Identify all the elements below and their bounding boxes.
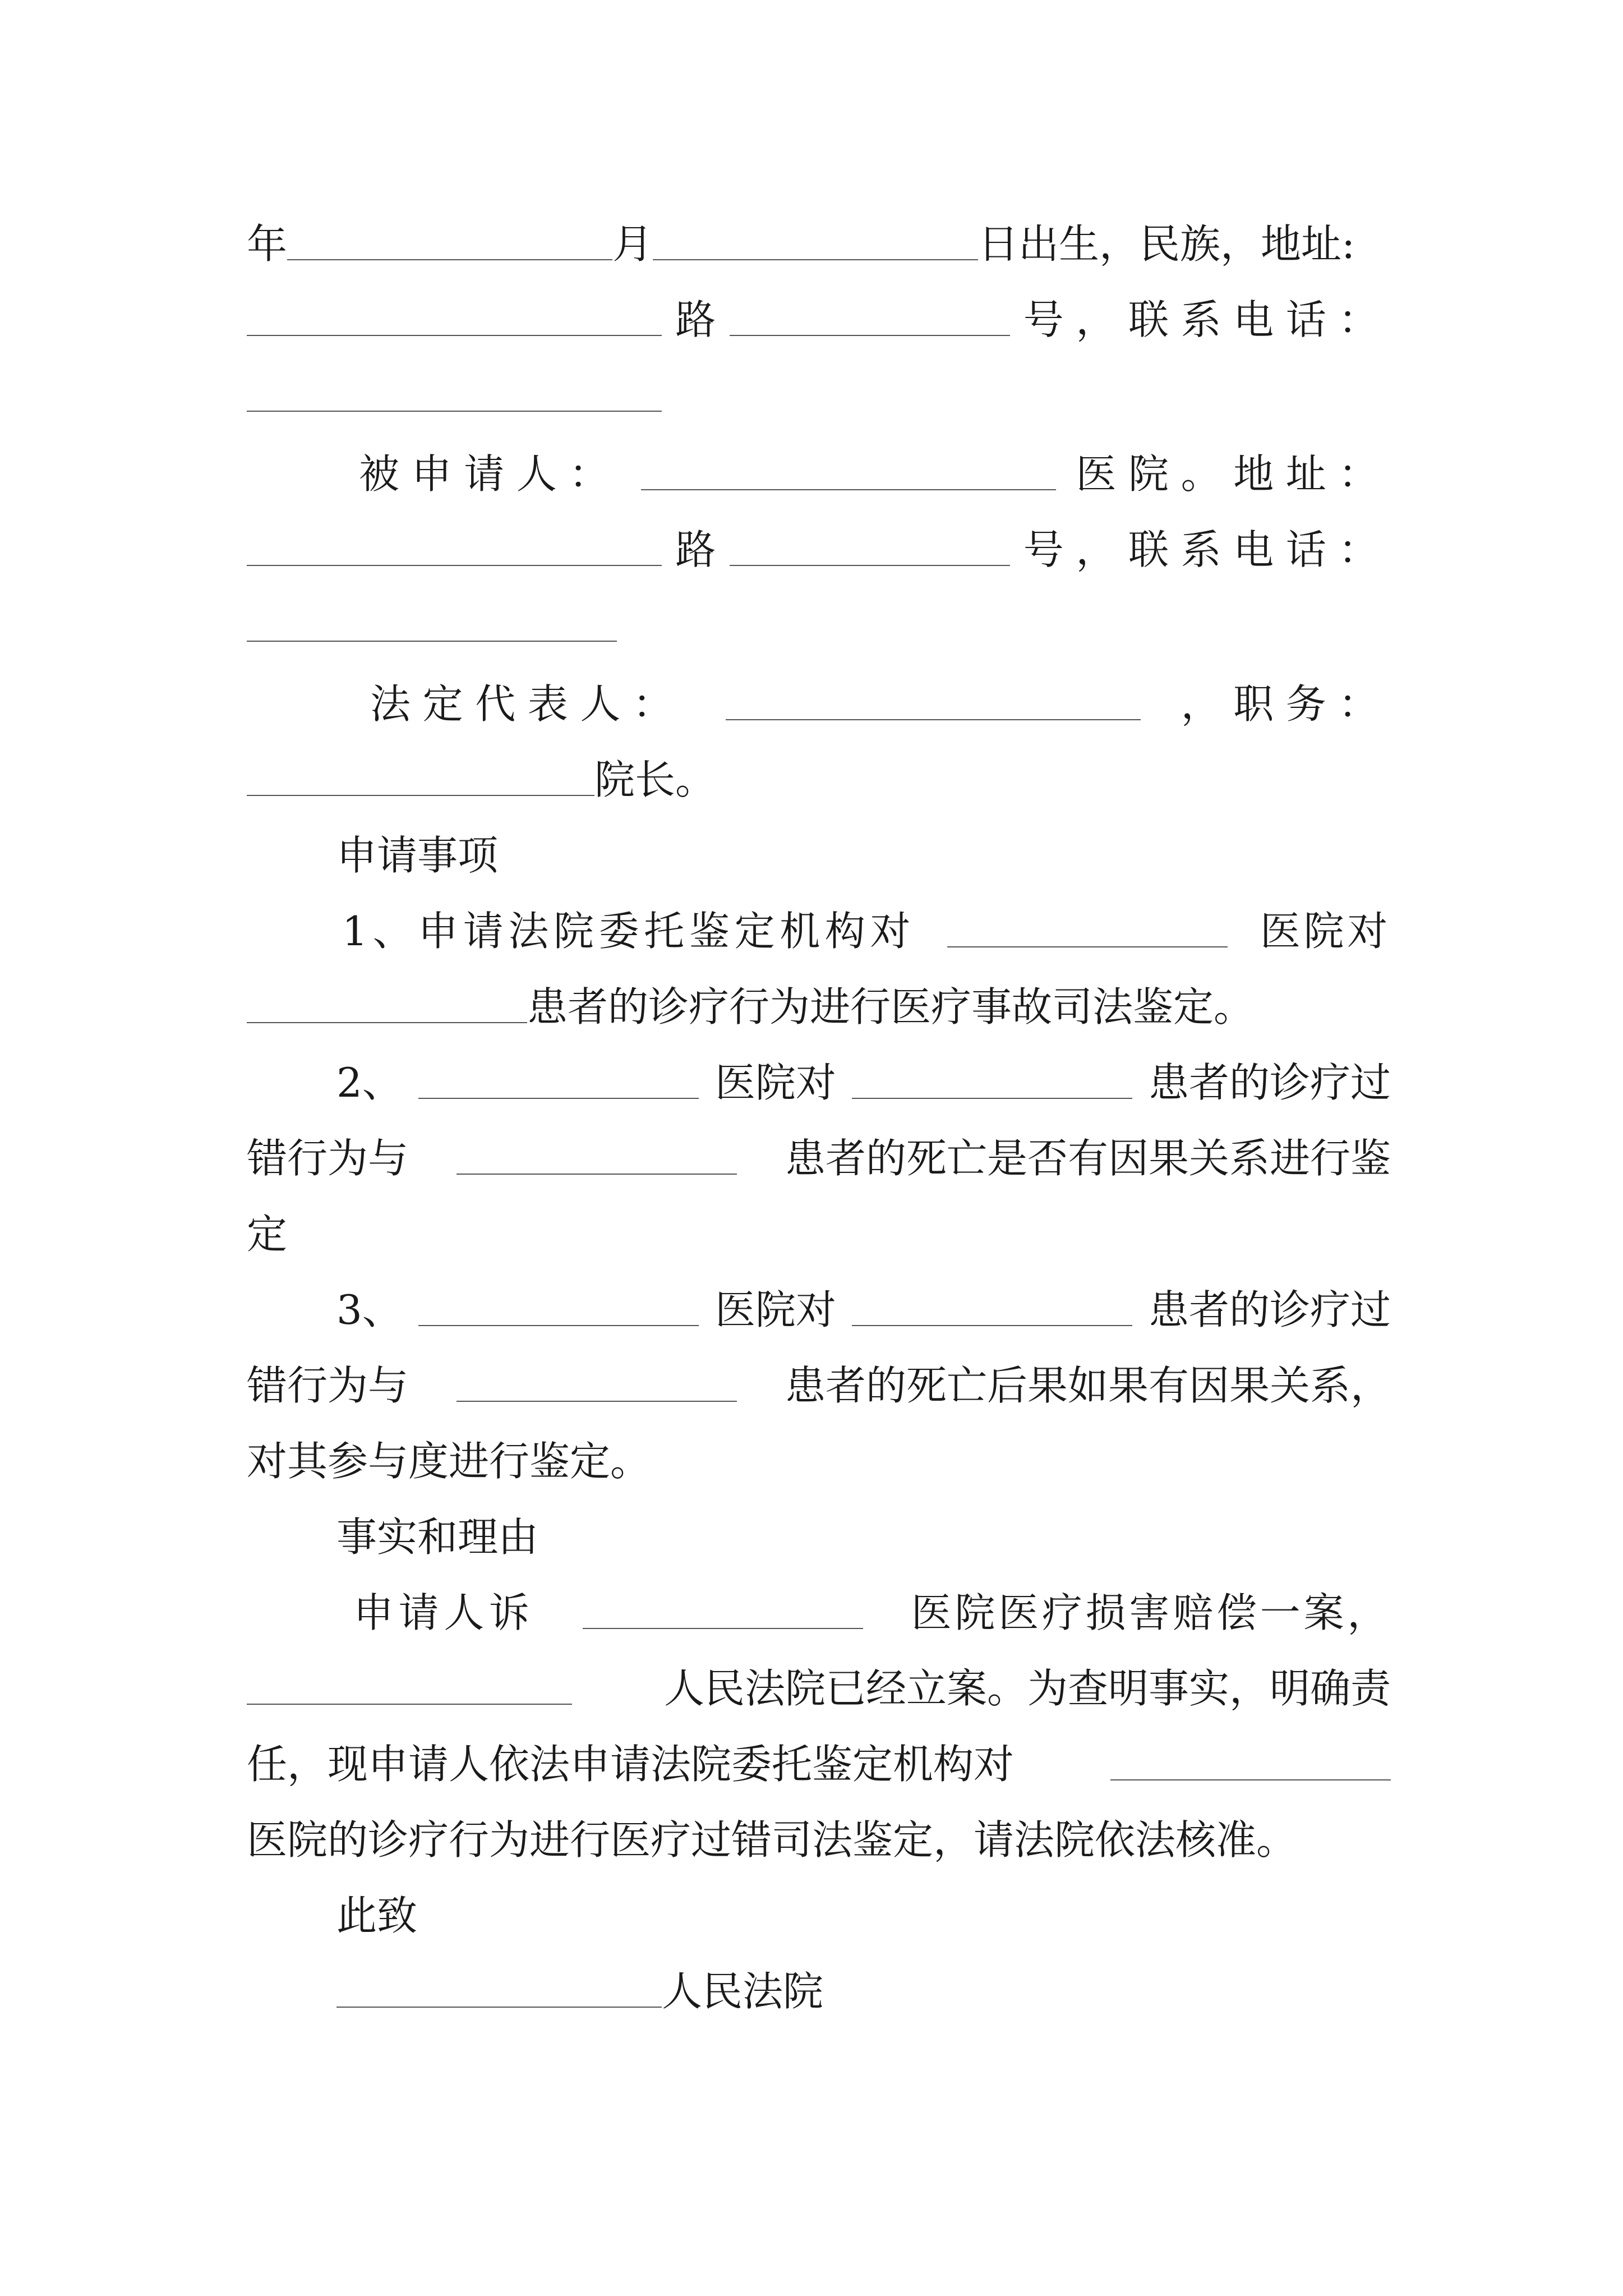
legal-representative-line xyxy=(370,673,1391,735)
text-item-2: 2、 xyxy=(336,1059,403,1106)
text-patient-diagnosis: 患者的诊疗过 xyxy=(1148,1059,1391,1106)
blank-month[interactable] xyxy=(653,259,978,260)
text-applicant-sues: 申请人诉 xyxy=(353,1589,534,1636)
text-participation: 对其参与度进行鉴定。 xyxy=(247,1438,651,1485)
blank-item-3-hospital[interactable] xyxy=(418,1325,699,1326)
text-respondent: 被申请人： xyxy=(359,450,622,498)
item-3-line xyxy=(336,1279,1391,1341)
salutation-line xyxy=(336,1885,1481,1947)
text-number-phone: 号，联系电话： xyxy=(1023,296,1391,343)
item-3-end-line xyxy=(247,1430,1391,1492)
facts-line-3 xyxy=(247,1733,1391,1795)
text-request-approval: 医院的诊疗行为进行医疗过错司法鉴定，请法院依法核准。 xyxy=(247,1816,1297,1864)
text-position: ，职务： xyxy=(1181,680,1391,728)
blank-year[interactable] xyxy=(287,259,612,260)
text-court-filed: 人民法院已经立案。为查明事实，明确责 xyxy=(663,1665,1391,1712)
blank-respondent-address[interactable] xyxy=(247,565,662,566)
blank-item-2-patient-2[interactable] xyxy=(457,1174,737,1175)
text-to: 此致 xyxy=(336,1892,418,1939)
text-causality: 患者的死亡是否有因果关系进行鉴 xyxy=(785,1135,1391,1182)
blank-respondent-phone[interactable] xyxy=(247,641,617,642)
item-2-line xyxy=(336,1052,1391,1114)
text-road-2: 路 xyxy=(675,526,716,573)
blank-applicant-road[interactable] xyxy=(730,335,1010,336)
respondent-line xyxy=(359,443,1391,505)
text-month: 月 xyxy=(612,220,653,268)
heading-facts-reasons: 事实和理由 xyxy=(336,1513,539,1561)
text-item-3: 3、 xyxy=(336,1286,403,1333)
blank-applicant-address[interactable] xyxy=(247,335,662,336)
text-birth-ethnicity-address: 日出生，民族，地址: xyxy=(978,220,1355,268)
text-hospital-to-3: 医院对 xyxy=(714,1286,836,1333)
item-1-cont-line xyxy=(247,976,1391,1038)
court-line xyxy=(336,1961,1481,2022)
blank-legal-representative[interactable] xyxy=(726,719,1141,720)
applicant-phone-line xyxy=(247,365,1391,426)
blank-item-3-patient[interactable] xyxy=(852,1325,1132,1326)
text-peoples-court: 人民法院 xyxy=(662,1968,824,2015)
section-heading-facts xyxy=(336,1506,1481,1568)
text-president: 院长。 xyxy=(594,756,716,803)
position-line xyxy=(247,749,1391,811)
facts-line-2 xyxy=(247,1658,1391,1719)
section-heading-items xyxy=(336,825,1481,886)
blank-item-2-hospital[interactable] xyxy=(418,1098,699,1099)
respondent-phone-line xyxy=(247,595,1391,656)
item-2-cont-line xyxy=(247,1128,1391,1189)
item-3-cont-line xyxy=(247,1355,1391,1416)
respondent-address-line xyxy=(247,519,1391,581)
blank-facts-hospital[interactable] xyxy=(583,1628,863,1629)
text-number-phone-2: 号，联系电话： xyxy=(1023,526,1391,573)
item-1-line xyxy=(342,900,1391,962)
text-road: 路 xyxy=(675,296,716,343)
blank-court-name[interactable] xyxy=(336,2007,662,2008)
blank-item-3-patient-2[interactable] xyxy=(457,1401,737,1402)
text-hospital-to: 医院对 xyxy=(1260,908,1391,955)
blank-respondent-road[interactable] xyxy=(730,565,1010,566)
blank-facts-hospital-2[interactable] xyxy=(1110,1779,1391,1780)
heading-application-items: 申请事项 xyxy=(336,832,499,879)
text-patient-diagnosis-3: 患者的诊疗过 xyxy=(1148,1286,1391,1333)
text-hospital-address: 医院。地址： xyxy=(1076,450,1391,498)
text-year: 年 xyxy=(247,220,288,268)
birth-date-line xyxy=(247,213,1391,275)
facts-line-1 xyxy=(353,1582,1391,1644)
blank-item-1-patient[interactable] xyxy=(247,1022,527,1023)
text-hospital-to-2: 医院对 xyxy=(714,1059,836,1106)
text-damage-case: 医院医疗损害赔偿一案， xyxy=(911,1589,1391,1636)
text-death-causality: 患者的死亡后果如果有因果关系， xyxy=(785,1362,1391,1409)
facts-line-4 xyxy=(247,1809,1391,1871)
blank-applicant-phone[interactable] xyxy=(247,411,662,412)
text-item-1-cont: 患者的诊疗行为进行医疗事故司法鉴定。 xyxy=(527,983,1255,1030)
text-fault-behavior: 错行为与 xyxy=(247,1135,409,1182)
text-legal-representative: 法定代表人： xyxy=(370,680,685,728)
text-apply-appraisal: 任，现申请人依法申请法院委托鉴定机构对 xyxy=(247,1741,1015,1788)
blank-facts-court[interactable] xyxy=(247,1704,572,1705)
item-2-end-line xyxy=(247,1203,1391,1265)
text-ding: 定 xyxy=(247,1211,288,1258)
blank-respondent-hospital[interactable] xyxy=(641,489,1056,490)
applicant-address-line xyxy=(247,289,1391,351)
blank-position[interactable] xyxy=(247,795,594,796)
text-item-1: 1、申请法院委托鉴定机构对 xyxy=(342,908,916,955)
blank-item-2-patient[interactable] xyxy=(852,1098,1132,1099)
text-fault-behavior-3: 错行为与 xyxy=(247,1362,409,1409)
blank-item-1-hospital[interactable] xyxy=(947,946,1228,947)
